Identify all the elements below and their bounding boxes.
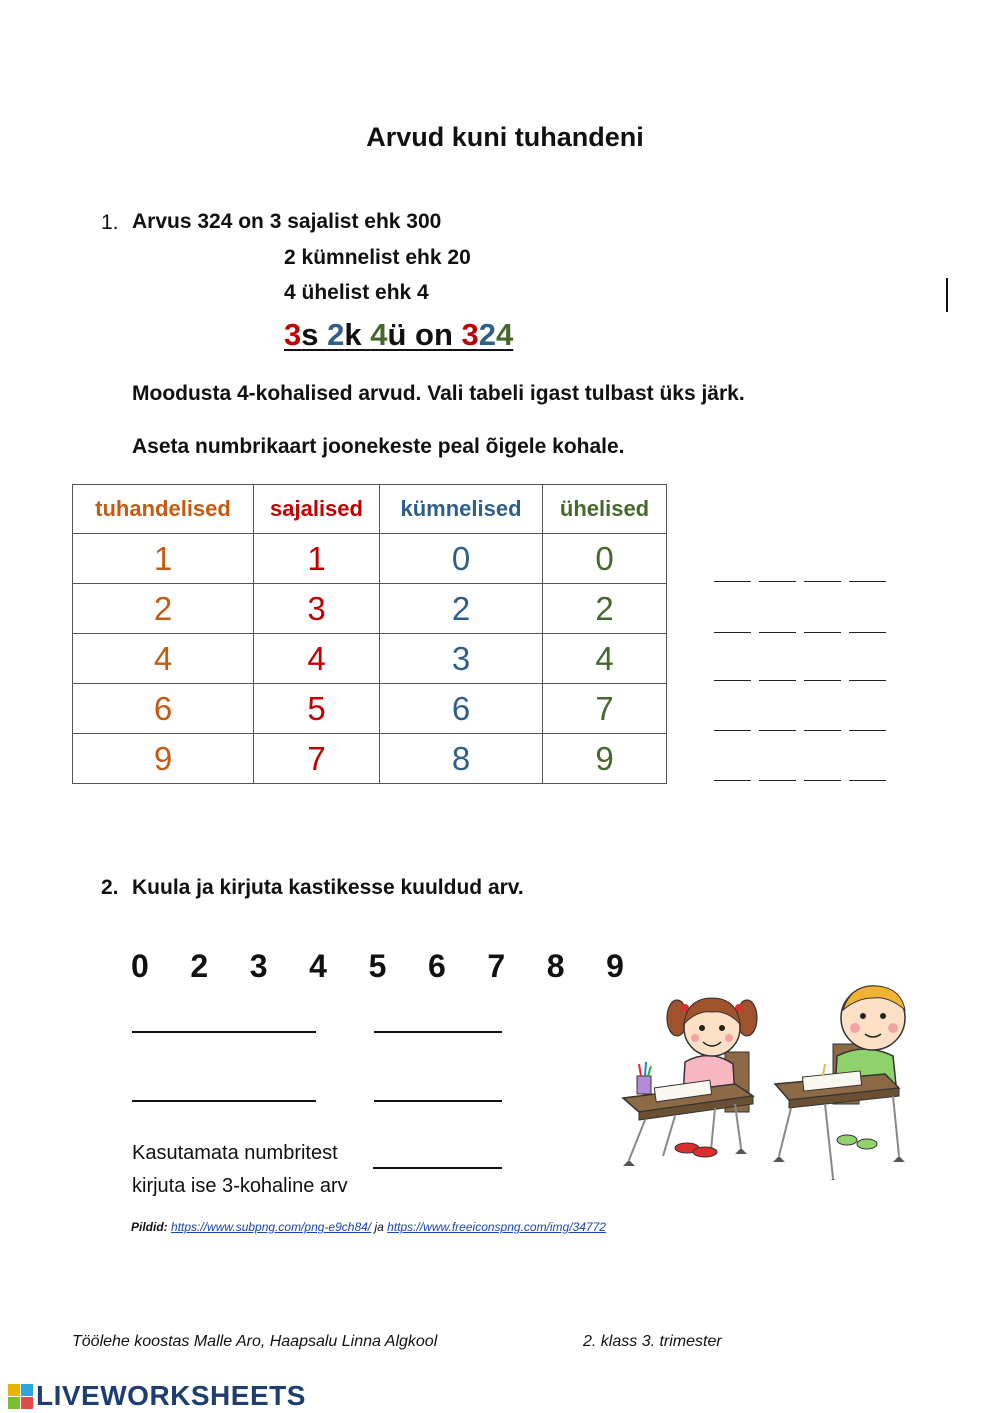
digit: 5 — [368, 948, 387, 984]
header-hundreds: sajalised — [254, 485, 380, 534]
number-card[interactable]: 4 — [73, 634, 254, 684]
number-card[interactable]: 6 — [380, 684, 543, 734]
unused-digits-label-1: Kasutamata numbritest — [132, 1142, 338, 1164]
digit: 9 — [606, 948, 624, 984]
header-ones: ühelised — [543, 485, 667, 534]
header-tens: kümnelised — [380, 485, 543, 534]
number-card[interactable]: 2 — [380, 584, 543, 634]
number-card[interactable]: 9 — [543, 734, 667, 784]
example-line-1: Arvus 324 on 3 sajalist ehk 300 — [132, 210, 442, 233]
table-row — [73, 584, 667, 634]
number-card[interactable]: 5 — [254, 684, 380, 734]
answer-blanks-5[interactable] — [714, 779, 886, 781]
digit-list — [131, 948, 666, 985]
exercise-1-number: 1. — [101, 211, 119, 234]
table-row — [73, 634, 667, 684]
answer-line-4[interactable] — [374, 1099, 502, 1102]
number-card[interactable]: 8 — [380, 734, 543, 784]
header-thousands: tuhandelised — [73, 485, 254, 534]
instruction-form-numbers: Moodusta 4-kohalised arvud. Vali tabeli igast tulbast üks järk. — [132, 382, 745, 405]
footer-author: Töölehe koostas Malle Aro, Haapsalu Linna Algkool — [72, 1333, 438, 1350]
table-row — [73, 734, 667, 784]
number-card[interactable]: 3 — [254, 584, 380, 634]
digit: 2 — [190, 948, 209, 984]
logo-text: LIVEWORKSHEETS — [36, 1380, 306, 1411]
exercise-2-instruction: Kuula ja kirjuta kastikesse kuuldud arv. — [132, 876, 524, 899]
answer-blanks-1[interactable] — [714, 580, 886, 582]
number-card[interactable]: 0 — [380, 534, 543, 584]
place-value-table — [72, 484, 667, 784]
example-equation: 3s 2k 4ü on 324 — [284, 317, 514, 352]
credit-link-2[interactable]: https://www.freeiconspng.com/img/34772 — [387, 1220, 606, 1234]
unused-digits-label-2: kirjuta ise 3-kohaline arv — [132, 1175, 348, 1197]
example-line-2: 2 kümnelist ehk 20 — [284, 246, 471, 269]
credits-separator: ja — [371, 1220, 388, 1234]
answer-blanks-3[interactable] — [714, 679, 886, 681]
number-card[interactable]: 3 — [380, 634, 543, 684]
digit: 6 — [427, 948, 446, 984]
instruction-place-cards: Aseta numbrikaart joonekeste peal õigele kohale. — [132, 435, 625, 458]
digit: 4 — [309, 948, 327, 984]
number-card[interactable]: 4 — [543, 634, 667, 684]
image-credits — [131, 1220, 606, 1234]
digit: 3 — [249, 948, 268, 984]
answer-line-1[interactable] — [132, 1030, 316, 1033]
text-cursor — [946, 278, 948, 312]
number-card[interactable]: 9 — [73, 734, 254, 784]
number-card[interactable]: 2 — [543, 584, 667, 634]
credit-link-1[interactable]: https://www.subpng.com/png-e9ch84/ — [171, 1220, 372, 1234]
exercise-2-number: 2. — [101, 876, 119, 899]
answer-line-unused[interactable] — [373, 1166, 502, 1169]
example-line-3: 4 ühelist ehk 4 — [284, 281, 429, 304]
children-at-desks-illustration — [615, 980, 925, 1180]
credits-label: Pildid: — [131, 1220, 168, 1234]
footer-grade: 2. klass 3. trimester — [583, 1333, 722, 1350]
digit: 7 — [487, 948, 506, 984]
answer-line-2[interactable] — [374, 1030, 502, 1033]
page-title: Arvud kuni tuhandeni — [366, 122, 644, 152]
number-card[interactable]: 7 — [254, 734, 380, 784]
number-card[interactable]: 7 — [543, 684, 667, 734]
table-row — [73, 534, 667, 584]
answer-line-3[interactable] — [132, 1099, 316, 1102]
liveworksheets-logo[interactable] — [8, 1380, 306, 1412]
logo-blocks-icon — [8, 1384, 33, 1409]
number-card[interactable]: 6 — [73, 684, 254, 734]
digit: 0 — [131, 948, 149, 984]
digit: 8 — [546, 948, 565, 984]
answer-blanks-4[interactable] — [714, 729, 886, 731]
number-card[interactable]: 1 — [73, 534, 254, 584]
number-card[interactable]: 4 — [254, 634, 380, 684]
answer-blanks-2[interactable] — [714, 631, 886, 633]
number-card[interactable]: 1 — [254, 534, 380, 584]
number-card[interactable]: 2 — [73, 584, 254, 634]
table-header-row — [73, 485, 667, 534]
number-card[interactable]: 0 — [543, 534, 667, 584]
table-row — [73, 684, 667, 734]
